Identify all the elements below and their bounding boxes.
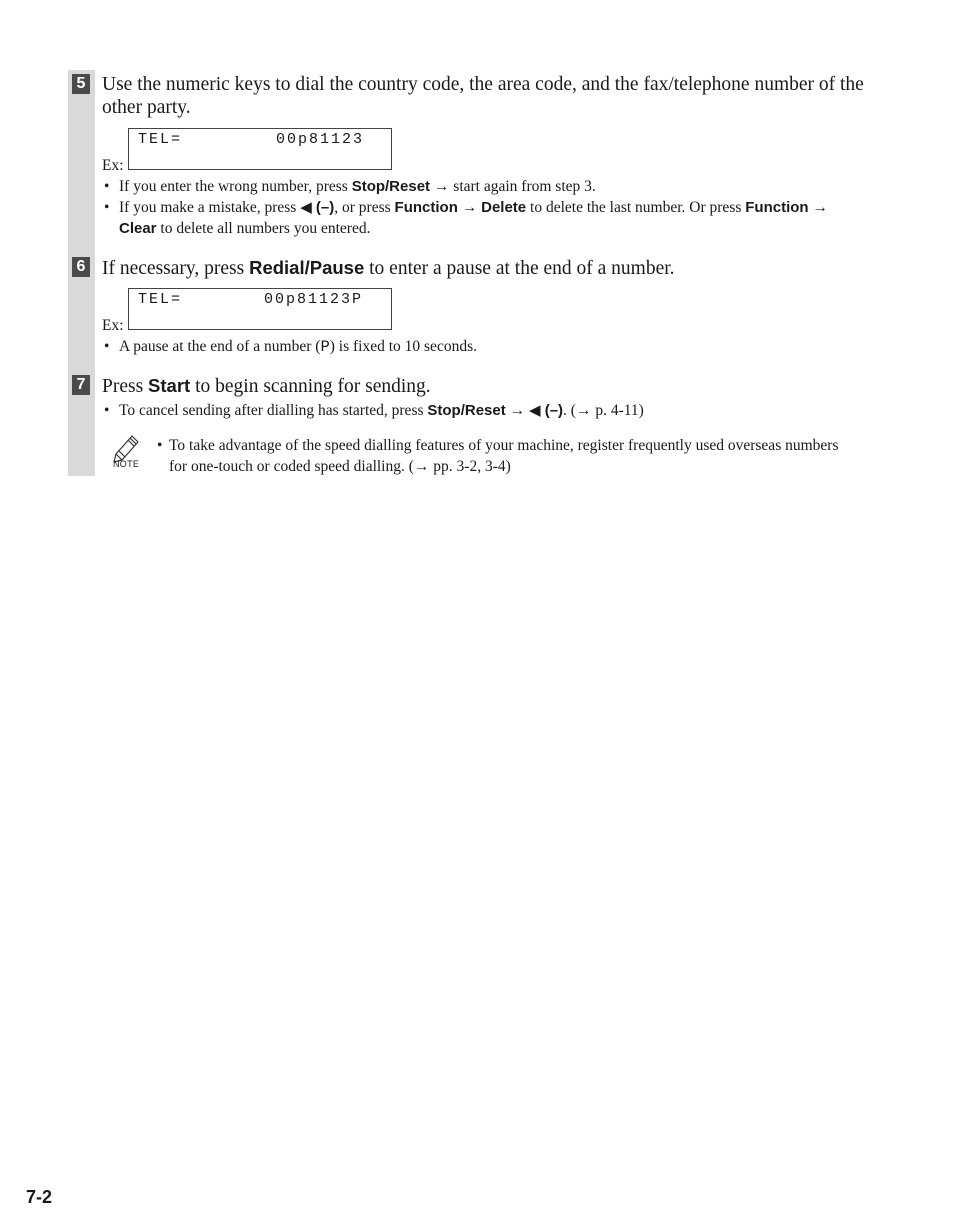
step-5-number: 5	[72, 74, 90, 94]
step-6-bullet-1: • A pause at the end of a number (P) is fixed to 10 seconds.	[104, 338, 477, 356]
step-7-text: Press Start to begin scanning for sending.	[102, 375, 431, 397]
step-5-bullet-1: • If you enter the wrong number, press Stop/Reset → start again from step 3.	[104, 178, 596, 195]
step-6-example-prefix: Ex:	[102, 317, 124, 334]
step-5-lcd-display	[128, 128, 392, 170]
note-text: • To take advantage of the speed dialling features of your machine, register frequently used overseas numbers for one-touch or coded speed dialling. (→ pp. 3-2, 3-4)	[157, 437, 839, 475]
step-5-text: Use the numeric keys to dial the country code, the area code, and the fax/telephone number of the other party.	[102, 74, 864, 118]
step-7-bullet-1: • To cancel sending after dialling has started, press Stop/Reset → ◀ (–). (→ p. 4-11)	[104, 402, 644, 419]
key-back: ◀ (–)	[300, 199, 335, 216]
lcd-label: TEL=	[138, 291, 183, 308]
lcd-label: TEL=	[138, 131, 183, 148]
step-6-number: 6	[72, 257, 90, 277]
step-5-bullet-2: • If you make a mistake, press ◀ (–), or press Function → Delete to delete the last number. Or press Function → Clear to delete all numbers you entered.	[104, 199, 828, 237]
key-delete: Delete	[481, 199, 527, 216]
step-6-text: If necessary, press Redial/Pause to enter a pause at the end of a number.	[102, 257, 675, 279]
page-number: 7-2	[26, 1187, 53, 1207]
step-6-lcd-display	[128, 288, 392, 330]
note-label: NOTE	[113, 459, 140, 469]
key-stop-reset: Stop/Reset	[351, 178, 431, 195]
key-function: Function	[745, 199, 809, 216]
pause-symbol: P	[320, 338, 330, 356]
lcd-number: 00p81123	[276, 131, 365, 148]
bullet-dot: •	[104, 338, 110, 355]
step-5-example-prefix: Ex:	[102, 157, 124, 174]
key-start: Start	[148, 375, 191, 396]
key-redial-pause: Redial/Pause	[249, 257, 365, 278]
bullet-dot: •	[104, 178, 110, 195]
key-stop-reset: Stop/Reset	[427, 402, 506, 419]
step-7-number: 7	[72, 375, 90, 395]
bullet-dot: •	[104, 402, 110, 419]
key-clear: Clear	[119, 220, 157, 237]
key-function: Function	[394, 199, 458, 216]
lcd-number: 00p81123P	[264, 291, 364, 308]
key-back: ◀ (–)	[529, 402, 564, 419]
bullet-dot: •	[157, 437, 163, 454]
bullet-dot: •	[104, 199, 110, 216]
